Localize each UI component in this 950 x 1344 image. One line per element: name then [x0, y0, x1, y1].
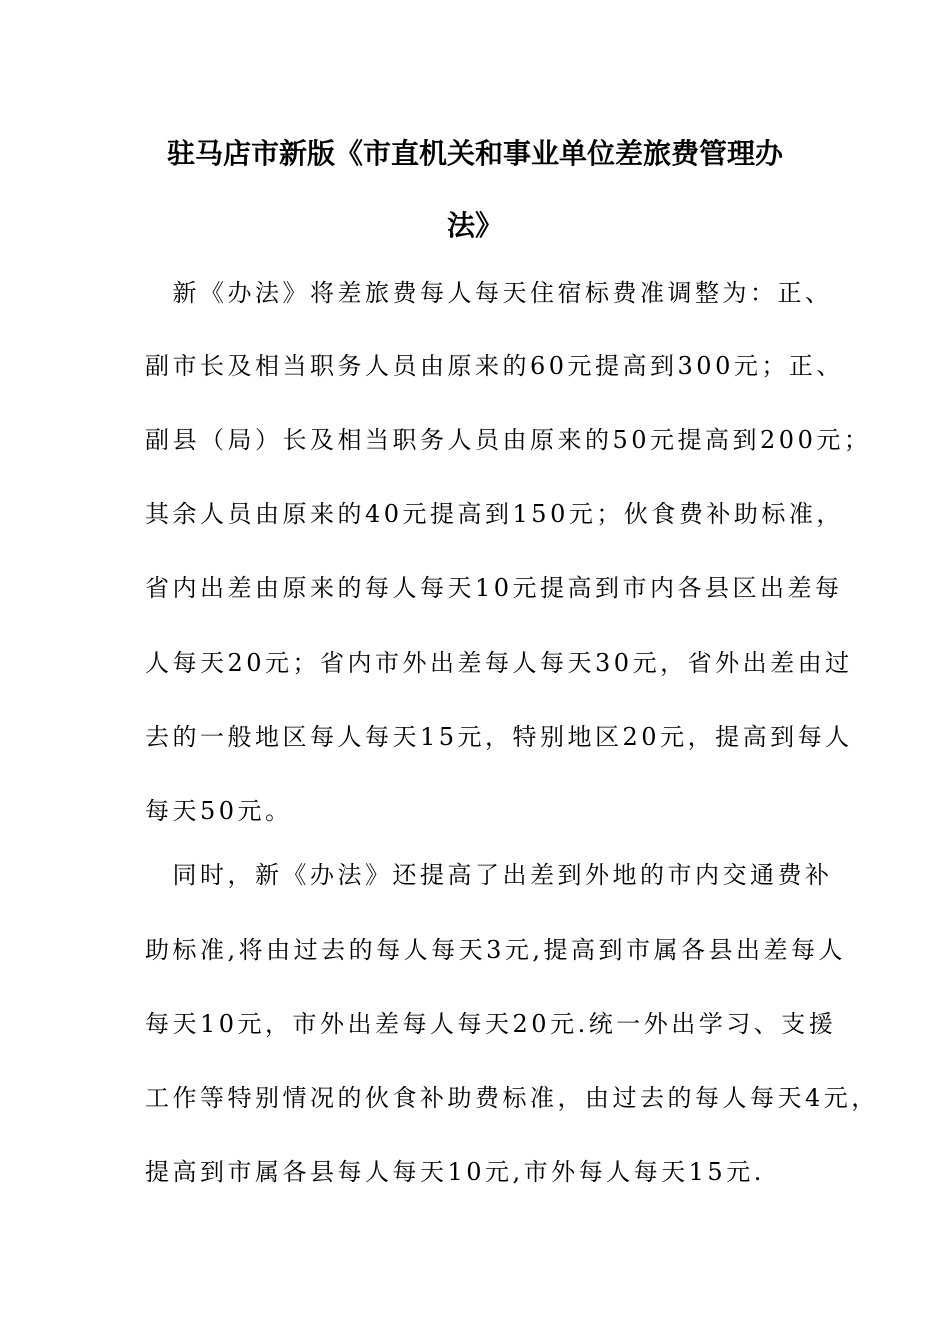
document-title-line-2: 法》 [446, 209, 503, 242]
paragraph-1-line-7: 去的一般地区每人每天15元，特别地区20元，提高到每人 [145, 723, 853, 751]
paragraph-2-line-5: 提高到市属各县每人每天10元,市外每人每天15元. [145, 1158, 765, 1186]
paragraph-2-line-4: 工作等特别情况的伙食补助费标准，由过去的每人每天4元， [145, 1084, 879, 1112]
document-title-line-1: 驻马店市新版《市直机关和事业单位差旅费管理办 [166, 137, 783, 170]
paragraph-2-line-1: 同时，新《办法》还提高了出差到外地的市内交通费补 [145, 861, 833, 889]
paragraph-1-line-5: 省内出差由原来的每人每天10元提高到市内各县区出差每 [145, 574, 843, 602]
paragraph-1-line-6: 人每天20元；省内市外出差每人每天30元，省外出差由过 [145, 649, 853, 677]
paragraph-1-line-1: 新《办法》将差旅费每人每天住宿标费准调整为：正、 [145, 279, 833, 307]
paragraph-1-line-4: 其余人员由原来的40元提高到150元；伙食费补助标准， [145, 500, 844, 528]
paragraph-2-line-3: 每天10元，市外出差每人每天20元.统一外出学习、支援 [145, 1010, 837, 1038]
paragraph-1-line-8: 每天50元。 [145, 797, 293, 825]
paragraph-1-line-2: 副市长及相当职务人员由原来的60元提高到300元；正、 [145, 352, 844, 380]
paragraph-2-line-2: 助标准,将由过去的每人每天3元,提高到市属各县出差每人 [145, 936, 847, 964]
paragraph-1-line-3: 副县（局）长及相当职务人员由原来的50元提高到200元； [145, 426, 872, 454]
